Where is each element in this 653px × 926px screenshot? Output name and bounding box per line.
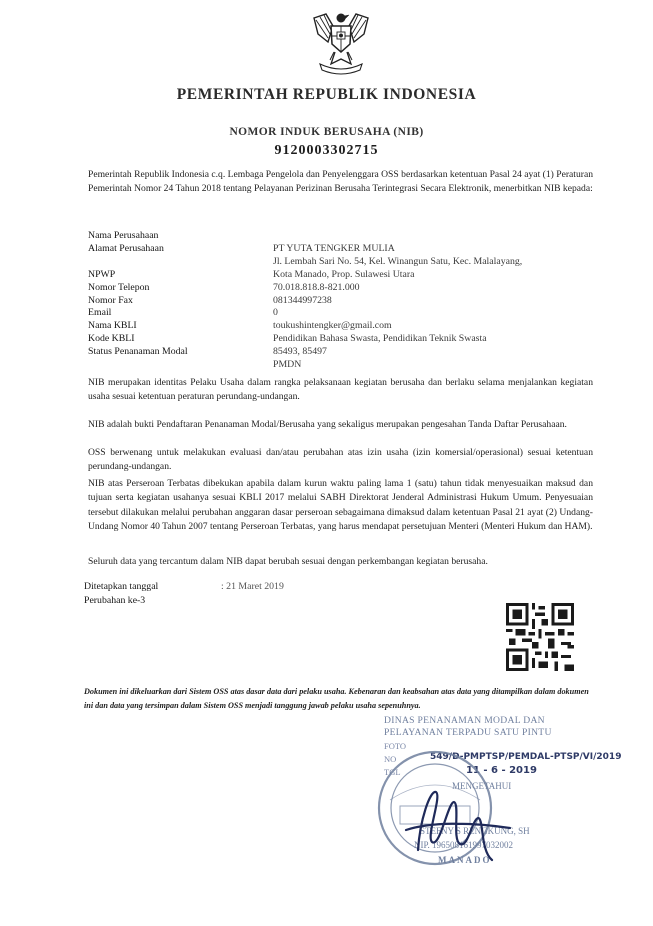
field-row (88, 307, 608, 320)
field-label (88, 359, 273, 372)
office-line-2: PELAYANAN TERPADU SATU PINTU (384, 727, 552, 738)
field-row (88, 256, 608, 269)
field-label: Email (88, 307, 112, 319)
field-label: Kode KBLI (88, 333, 135, 345)
field-value: 70.018.818.8-821.000 (273, 281, 360, 293)
field-row (88, 333, 608, 346)
field-row (88, 359, 608, 372)
revision-label: Perubahan ke-3 (84, 595, 146, 606)
field-row (88, 320, 608, 333)
field-label: Nomor Fax (88, 294, 133, 306)
handwritten-number: 549/D-PMPTSP/PEMDAL-PTSP/VI/2019 (430, 752, 622, 762)
field-row (88, 346, 608, 359)
paragraph-nib-identity: NIB merupakan identitas Pelaku Usaha dalam rangka pelaksanaan kegiatan berusaha dan berlaku selama menjalankan kegiatan usaha sesuai ketentuan peraturan perundang-undangan. (88, 377, 593, 403)
field-label: Nama KBLI (88, 320, 137, 332)
seal-city: MANADO (438, 855, 492, 865)
field-value: PT YUTA TENGKER MULIA (273, 242, 395, 254)
nib-number: 9120003302715 (274, 143, 379, 158)
company-details (88, 230, 608, 372)
office-line-1: DINAS PENANAMAN MODAL DAN (384, 715, 545, 726)
field-row (88, 243, 608, 256)
official-seal-icon (360, 710, 600, 900)
intro-paragraph: Pemerintah Republik Indonesia c.q. Lembaga Pengelola dan Penyelenggara OSS berdasarkan ketentuan Pasal 24 ayat (1) Peraturan Pemerintah Nomor 24 Tahun 2018 tentang Pelayanan Perizinan Berusaha Terintegrasi Secara Elektronik, menerbitkan NIB kepada: (88, 169, 593, 195)
paragraph-freeze-condition: NIB atas Perseroan Terbatas dibekukan apabila dalam kurun waktu paling lama 1 (satu) tahun tidak menyesuaikan maksud dan tujuan serta kegiatan usahanya sesuai KBLI 2017 melalui SABH Direktorat Jenderal Administrasi Hukum Umum. Penyesuaian tersebut dilakukan melalui perubahan anggaran dasar perseroan sebagaimana dimaksud dalam ketentuan Pasal 21 ayat (2) Undang-Undang Nomor 40 Tahun 2007 tentang Perseroan Terbatas, yang harus mendapat persetujuan Menteri (Menteri Hukum dan HAM). (88, 478, 593, 532)
oss-disclaimer: Dokumen ini dikeluarkan dari Sistem OSS atas dasar data dari pelaku usaha. Kebenaran dan keabsahan atas data yang ditampilkan dalam dokumen ini dan data yang tersimpan dalam Sistem OSS menjadi tanggung jawab pelaku usaha sepenuhnya. (84, 687, 589, 710)
field-row (88, 282, 608, 295)
mengetahui-label: MENGETAHUI (452, 781, 512, 791)
paragraph-nib-proof: NIB adalah bukti Pendaftaran Penanaman Modal/Berusaha yang sekaligus merupakan pengesahan Tanda Daftar Perusahaan. (88, 419, 567, 430)
field-label (88, 256, 273, 269)
field-value: toukushintengker@gmail.com (273, 320, 392, 332)
paragraph-data-changes: Seluruh data yang tercantum dalam NIB dapat berubah sesuai dengan perkembangan kegiatan berusaha. (88, 556, 488, 567)
field-label: Status Penanaman Modal (88, 346, 188, 358)
field-label: Nomor Telepon (88, 281, 150, 293)
official-name: STEFNY S RENGKUNG, SH (420, 826, 530, 836)
tgl-label: TGL (384, 767, 401, 777)
field-value: Jl. Lembah Sari No. 54, Kel. Winangun Satu, Kec. Malalayang, (273, 255, 523, 267)
field-value: PMDN (273, 359, 302, 371)
foto-label: FOTO (384, 741, 407, 751)
field-row (88, 230, 608, 243)
field-value: Kota Manado, Prop. Sulawesi Utara (273, 268, 415, 280)
no-label: NO (384, 754, 397, 764)
date-value: : 21 Maret 2019 (221, 581, 284, 592)
field-label: NPWP (88, 268, 116, 280)
date-label: Ditetapkan tanggal (84, 581, 159, 592)
field-row (88, 269, 608, 282)
nib-heading: NOMOR INDUK BERUSAHA (NIB) (229, 126, 424, 138)
issuance-info (84, 580, 284, 608)
field-label: Nama Perusahaan (88, 230, 159, 241)
government-title: PEMERINTAH REPUBLIK INDONESIA (176, 86, 477, 103)
field-label: Alamat Perusahaan (88, 242, 164, 254)
paragraph-oss-authority: OSS berwenang untuk melakukan evaluasi dan/atau perubahan atas izin usaha (izin komersial/operasional) sesuai ketentuan perundang-undangan. (88, 447, 593, 473)
field-value: 0 (273, 307, 278, 319)
official-nip: NIP. 196508161997032002 (414, 840, 514, 850)
field-value: Pendidikan Bahasa Swasta, Pendidikan Teknik Swasta (273, 333, 487, 345)
handwritten-date: 11 - 6 - 2019 (466, 765, 537, 776)
field-row (88, 295, 608, 308)
field-value: 081344997238 (273, 294, 332, 306)
qr-code (506, 603, 574, 671)
garuda-emblem-icon (306, 8, 376, 76)
field-value: 85493, 85497 (273, 346, 327, 358)
